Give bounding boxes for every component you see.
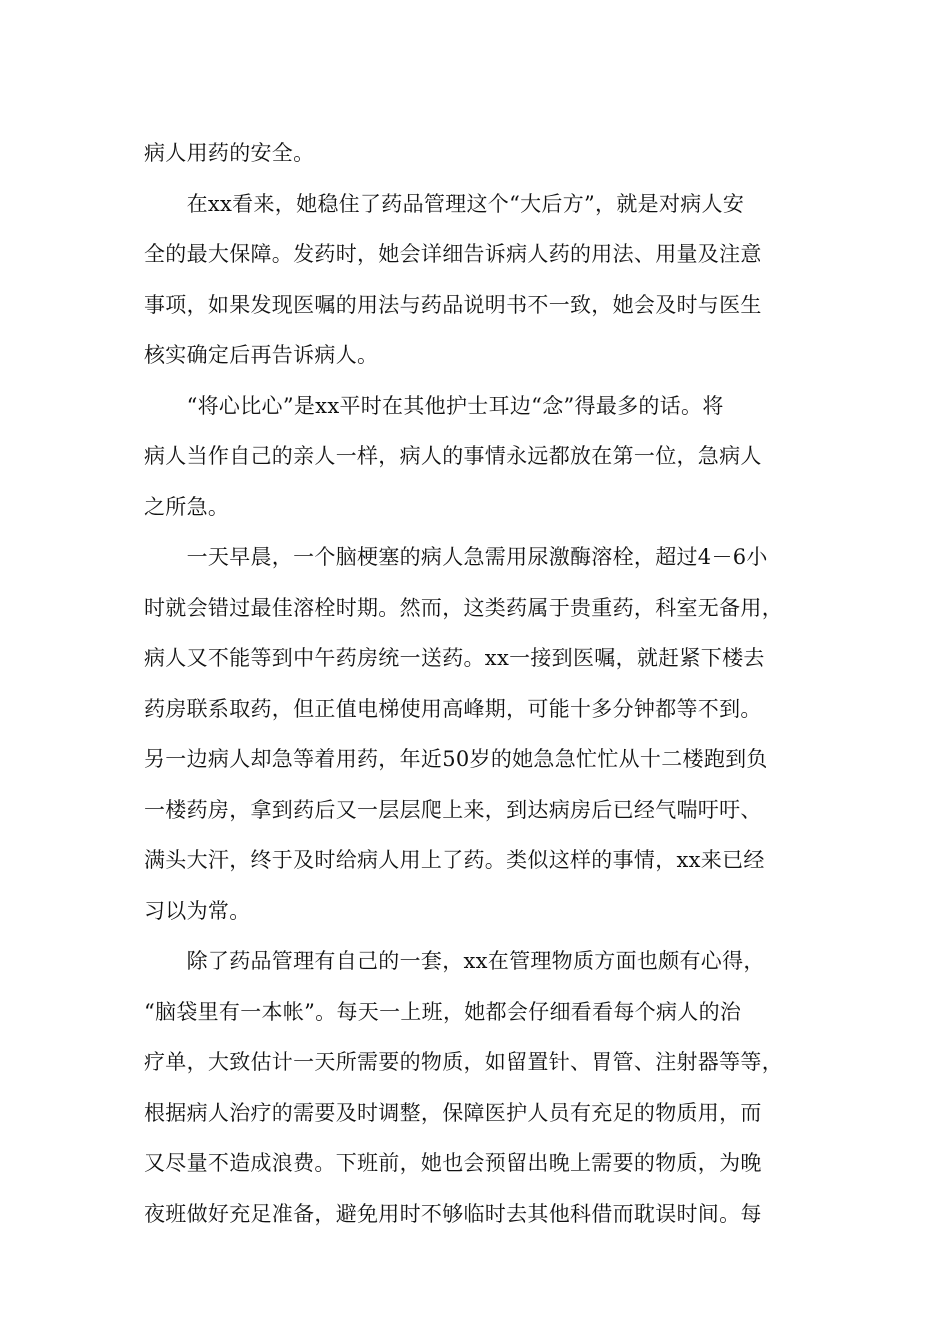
document-body [144,128,804,1239]
paragraph-emergency-story: 一天早晨，一个脑梗塞的病人急需用尿激酶溶栓，超过4－6小 时就会错过最佳溶栓时期。然而，这类药属于贵重药，科室无备用， 病人又不能等到中午药房统一送药。xx一接到医嘱，就赶紧下楼去 药房联系取药，但正值电梯使用高峰期，可能十多分钟都等不到。 另一边病人却急等着用药，年近50岁的她急急忙忙从十二楼跑到负 一楼药房，拿到药后又一层层爬上来，到达病房后已经气喘吁吁、 满头大汗，终于及时给病人用上了药。类似这样的事情，xx来已经 习以为常。 [144,545,783,923]
paragraph-materials-management: 除了药品管理有自己的一套，xx在管理物质方面也颇有心得， “脑袋里有一本帐”。每天一上班，她都会仔细看看每个病人的治 疗单，大致估计一天所需要的物质，如留置针、胃管、注射器等等， 根据病人治疗的需要及时调整，保障医护人员有充足的物质用，而 又尽量不造成浪费。下班前，她也会预留出晚上需要的物质，为晚 夜班做好充足准备，避免用时不够临时去其他科借而耽误时间。每 [144,949,783,1226]
paragraph-continuation: 病人用药的安全。 [144,141,315,165]
paragraph-drug-management: 在xx看来，她稳住了药品管理这个“大后方”，就是对病人安 全的最大保障。发药时，她会详细告诉病人药的用法、用量及注意 事项，如果发现医嘱的用法与药品说明书不一致，她会及时与医生 核实确定后再告诉病人。 [144,191,762,367]
paragraph-empathy: “将心比心”是xx平时在其他护士耳边“念”得最多的话。将 病人当作自己的亲人一样，病人的事情永远都放在第一位，急病人 之所急。 [144,393,762,519]
